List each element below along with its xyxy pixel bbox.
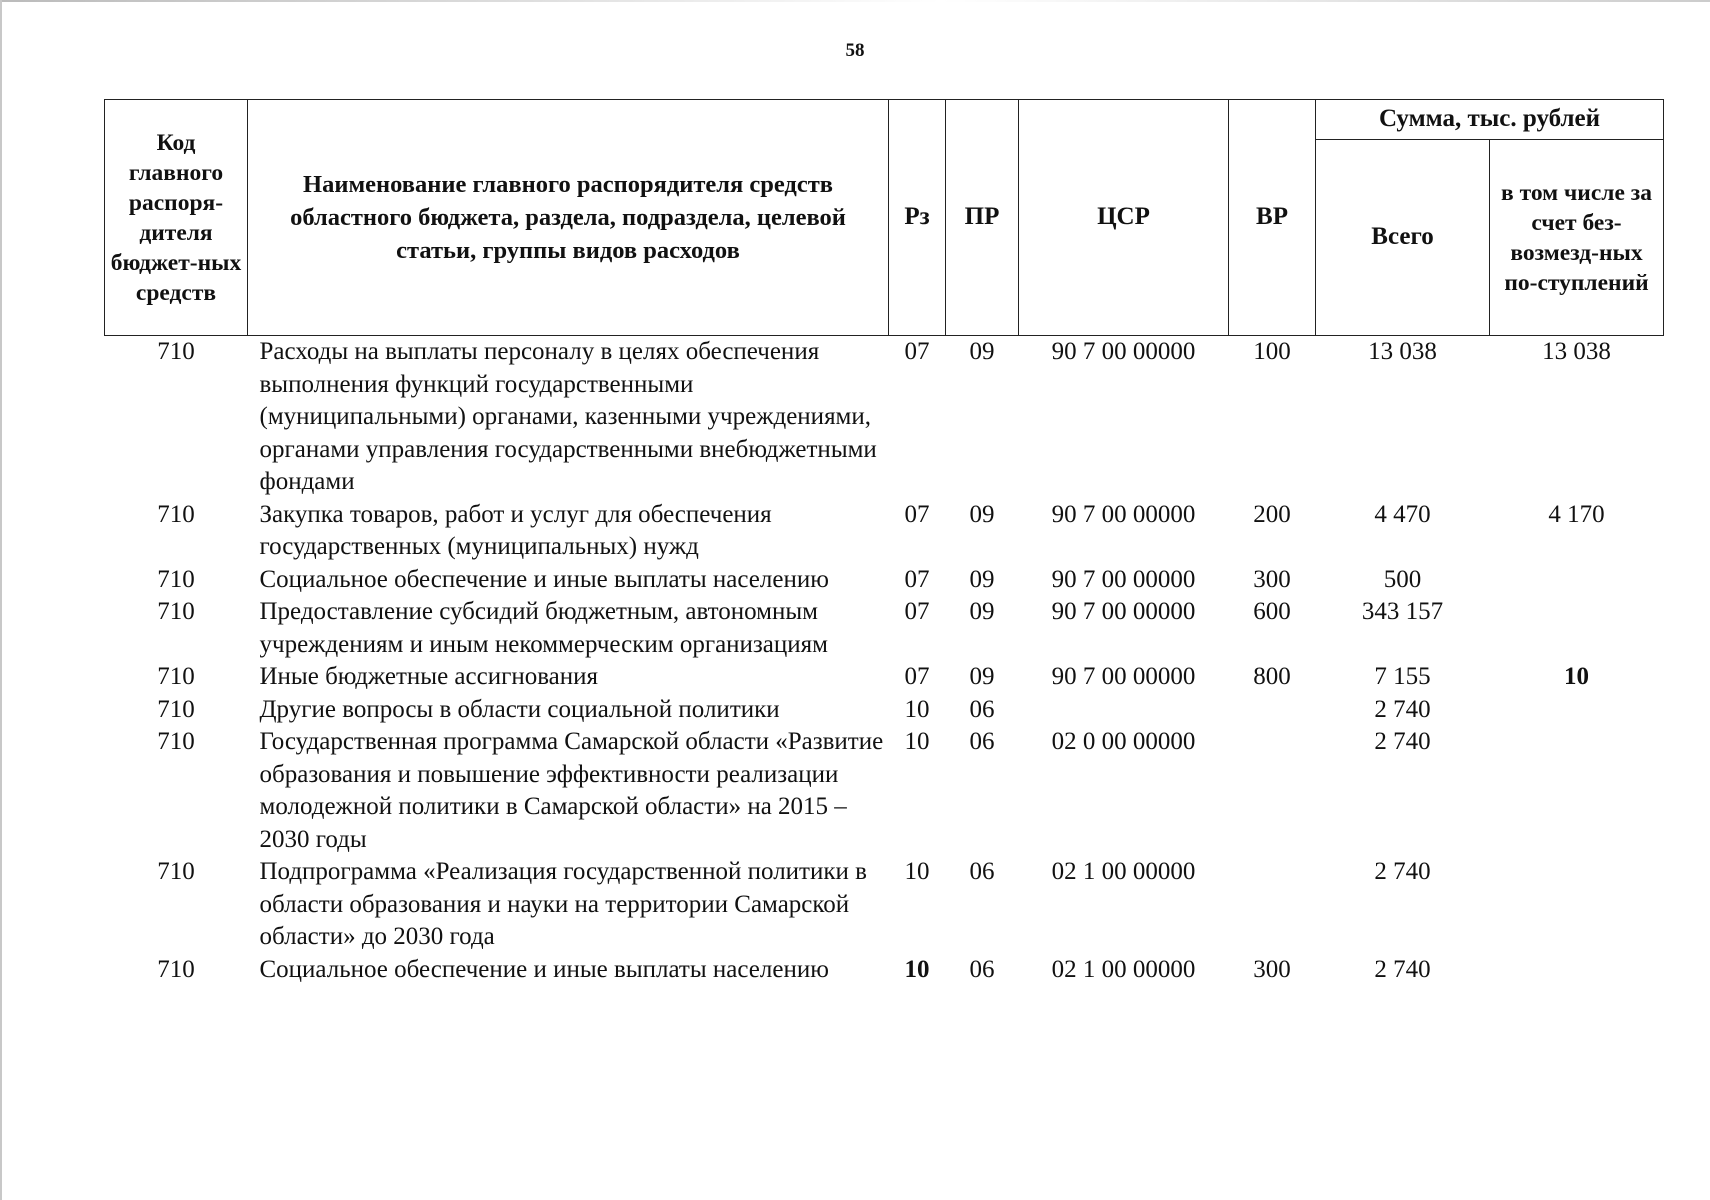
cell-code: 710	[157, 858, 195, 885]
table-row	[105, 856, 1664, 954]
cell-rz: 10	[904, 955, 930, 983]
cell-name: Государственная программа Самарской области «Развитие образования и повышение эффективности реализации молодежной политики в Самарской области» на 2015 – 2030 годы	[259, 728, 884, 853]
cell-csr: 90 7 00 00000	[1051, 338, 1196, 365]
cell-code: 710	[157, 695, 195, 723]
cell-vr: 600	[1253, 598, 1291, 625]
header-rz: Рз	[889, 100, 946, 336]
cell-vr: 200	[1253, 500, 1291, 528]
header-sum-group: Сумма, тыс. рублей	[1316, 100, 1664, 140]
table-row	[105, 336, 1664, 499]
cell-pr: 06	[969, 728, 995, 755]
scan-edge-left	[0, 0, 2, 1200]
cell-csr: 90 7 00 00000	[1051, 663, 1196, 690]
cell-rz: 07	[904, 565, 930, 593]
cell-grants	[1490, 954, 1664, 987]
cell-total: 2 740	[1374, 858, 1431, 885]
cell-pr: 09	[969, 663, 995, 690]
table-row	[105, 954, 1664, 987]
header-total: Всего	[1316, 140, 1490, 336]
cell-grants: 13 038	[1542, 338, 1611, 365]
budget-table	[104, 99, 1664, 986]
cell-rz: 10	[904, 858, 930, 885]
cell-rz: 07	[904, 500, 930, 528]
header-csr: ЦСР	[1019, 100, 1229, 336]
cell-csr: 02 1 00 00000	[1051, 858, 1196, 885]
cell-rz: 10	[904, 695, 930, 723]
table-row	[105, 499, 1664, 564]
cell-total: 500	[1383, 565, 1422, 593]
cell-csr: 02 1 00 00000	[1051, 955, 1196, 983]
cell-grants	[1490, 694, 1664, 727]
cell-name: Социальное обеспечение и иные выплаты населению	[259, 955, 829, 983]
cell-pr: 09	[969, 338, 995, 365]
header-code: Код главного распоря-дителя бюджет-ных средств	[105, 100, 248, 336]
cell-name: Расходы на выплаты персоналу в целях обеспечения выполнения функций государственными (муниципальными) органами, казенными учреждениями, органами управления государственными внебюджетными фондами	[259, 338, 877, 495]
cell-csr: 90 7 00 00000	[1051, 565, 1196, 593]
cell-name: Социальное обеспечение и иные выплаты населению	[259, 565, 829, 593]
header-grants: в том числе за счет без-возмезд-ных по-ступлений	[1490, 140, 1664, 336]
cell-grants: 4 170	[1548, 500, 1605, 528]
cell-total: 7 155	[1374, 663, 1431, 690]
cell-rz: 07	[904, 338, 930, 365]
cell-pr: 06	[969, 695, 995, 723]
cell-code: 710	[157, 338, 195, 365]
cell-code: 710	[157, 598, 195, 625]
cell-grants	[1490, 856, 1664, 954]
table-body	[105, 336, 1664, 987]
cell-vr	[1229, 856, 1316, 954]
cell-vr: 300	[1253, 565, 1291, 593]
cell-grants	[1490, 564, 1664, 597]
cell-name: Подпрограмма «Реализация государственной политики в области образования и науки на территории Самарской области» до 2030 года	[259, 858, 867, 950]
cell-grants	[1490, 596, 1664, 661]
cell-name: Предоставление субсидий бюджетным, автономным учреждениям и иным некоммерческим организациям	[259, 598, 828, 658]
cell-code: 710	[157, 955, 195, 983]
header-pr: ПР	[946, 100, 1019, 336]
cell-code: 710	[157, 500, 195, 528]
cell-csr: 02 0 00 00000	[1051, 728, 1196, 755]
cell-total: 2 740	[1374, 728, 1431, 755]
cell-total: 4 470	[1374, 500, 1431, 528]
cell-code: 710	[157, 565, 195, 593]
cell-total: 2 740	[1374, 695, 1431, 723]
cell-pr: 06	[969, 858, 995, 885]
cell-total: 13 038	[1368, 338, 1437, 365]
table-row	[105, 661, 1664, 694]
table-row	[105, 564, 1664, 597]
header-name: Наименование главного распорядителя средств областного бюджета, раздела, подраздела, целевой статьи, группы видов расходов	[248, 100, 889, 336]
cell-pr: 09	[969, 598, 995, 625]
cell-csr	[1019, 694, 1229, 727]
cell-rz: 10	[904, 728, 930, 755]
cell-code: 710	[157, 728, 195, 755]
table-header	[105, 100, 1664, 336]
cell-grants: 10	[1564, 663, 1589, 690]
table-row	[105, 694, 1664, 727]
header-vr: ВР	[1229, 100, 1316, 336]
cell-name: Закупка товаров, работ и услуг для обеспечения государственных (муниципальных) нужд	[259, 500, 772, 560]
cell-name: Другие вопросы в области социальной политики	[259, 695, 780, 723]
cell-rz: 07	[904, 663, 930, 690]
cell-rz: 07	[904, 598, 930, 625]
cell-pr: 09	[969, 500, 995, 528]
cell-vr	[1229, 726, 1316, 856]
cell-grants	[1490, 726, 1664, 856]
cell-total: 2 740	[1374, 955, 1431, 983]
cell-pr: 06	[969, 955, 995, 983]
cell-csr: 90 7 00 00000	[1051, 598, 1196, 625]
page-number: 58	[845, 40, 865, 61]
cell-name: Иные бюджетные ассигнования	[259, 663, 599, 690]
scan-edge-top	[0, 0, 1710, 2]
cell-total: 343 157	[1361, 598, 1444, 625]
cell-pr: 09	[969, 565, 995, 593]
cell-vr: 100	[1253, 338, 1291, 365]
cell-vr	[1229, 694, 1316, 727]
cell-code: 710	[157, 663, 195, 690]
cell-csr: 90 7 00 00000	[1051, 500, 1196, 528]
table-row	[105, 596, 1664, 661]
cell-vr: 800	[1253, 663, 1291, 690]
cell-vr: 300	[1253, 955, 1291, 983]
table-row	[105, 726, 1664, 856]
